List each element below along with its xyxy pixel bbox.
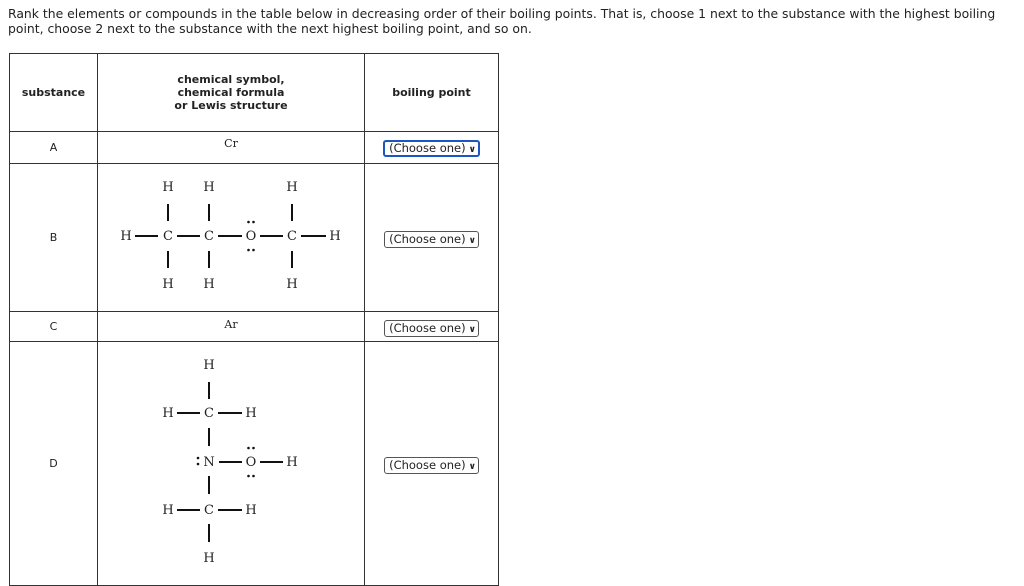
- atom-c: C: [204, 229, 214, 244]
- atom-h: H: [162, 277, 174, 292]
- header-substance: substance: [10, 54, 98, 132]
- atom-h: H: [286, 180, 298, 195]
- header-formula-line1: chemical symbol,: [177, 73, 285, 86]
- atom-h: H: [286, 455, 298, 470]
- atom-h: H: [203, 277, 215, 292]
- atom-c: C: [204, 406, 214, 421]
- instructions-text: Rank the elements or compounds in the table below in decreasing order of their boiling points. That is, choose 1 next to the substance with the highest boiling point, choose 2 next to the substance with the next highest boiling point, and so on.: [8, 6, 996, 36]
- chevron-down-icon: ∨: [468, 144, 476, 155]
- atom-c: C: [163, 229, 173, 244]
- substance-label-a: A: [10, 132, 98, 164]
- chemical-symbol-a: [98, 132, 365, 164]
- header-formula-line3: or Lewis structure: [174, 99, 288, 112]
- header-row: [10, 54, 499, 132]
- atom-h: H: [203, 551, 215, 566]
- boiling-cell-d: [365, 342, 499, 586]
- atom-h: H: [245, 406, 257, 421]
- atom-h: H: [203, 180, 215, 195]
- atom-o: O: [245, 229, 257, 244]
- rank-select-c-value: (Choose one): [389, 320, 466, 335]
- lewis-structure-b: [98, 164, 365, 312]
- rank-select-a-value: (Choose one): [389, 140, 466, 155]
- header-boiling-point: boiling point: [365, 54, 499, 132]
- atom-c: C: [287, 229, 297, 244]
- chevron-down-icon: ∨: [468, 324, 476, 335]
- symbol-ar: Ar: [224, 318, 238, 331]
- chevron-down-icon: ∨: [468, 235, 476, 246]
- header-formula: [98, 54, 365, 132]
- chemical-symbol-c: [98, 312, 365, 342]
- rank-select-d[interactable]: [384, 457, 479, 474]
- atom-h: H: [329, 229, 341, 244]
- lewis-structure-b-diagram: [98, 164, 364, 308]
- substance-label-d: D: [10, 342, 98, 586]
- bond-lines: [177, 382, 283, 542]
- symbol-cr: Cr: [224, 137, 238, 150]
- boiling-cell-c: [365, 312, 499, 342]
- atom-o: O: [245, 455, 257, 470]
- table-row-d: [10, 342, 499, 586]
- rank-select-b-value: (Choose one): [389, 231, 466, 246]
- rank-select-c[interactable]: [384, 320, 479, 337]
- rank-select-d-value: (Choose one): [389, 457, 466, 472]
- atom-h: H: [245, 503, 257, 518]
- atom-h: H: [162, 180, 174, 195]
- atom-h: H: [162, 503, 174, 518]
- atom-h: H: [203, 358, 215, 373]
- atom-h: H: [286, 277, 298, 292]
- boiling-cell-b: [365, 164, 499, 312]
- lewis-structure-d-diagram: [98, 342, 364, 582]
- table-row-a: [10, 132, 499, 164]
- atom-h: H: [120, 229, 132, 244]
- ranking-table: [9, 53, 499, 586]
- atom-c: C: [204, 503, 214, 518]
- lewis-structure-d: [98, 342, 365, 586]
- atom-n: N: [203, 455, 215, 470]
- atom-h: H: [162, 406, 174, 421]
- boiling-cell-a: [365, 132, 499, 164]
- chevron-down-icon: ∨: [468, 461, 476, 472]
- rank-select-b[interactable]: [384, 231, 479, 248]
- table-row-c: [10, 312, 499, 342]
- header-formula-line2: chemical formula: [177, 86, 285, 99]
- substance-label-c: C: [10, 312, 98, 342]
- table-row-b: [10, 164, 499, 312]
- substance-label-b: B: [10, 164, 98, 312]
- rank-select-a[interactable]: [383, 140, 480, 157]
